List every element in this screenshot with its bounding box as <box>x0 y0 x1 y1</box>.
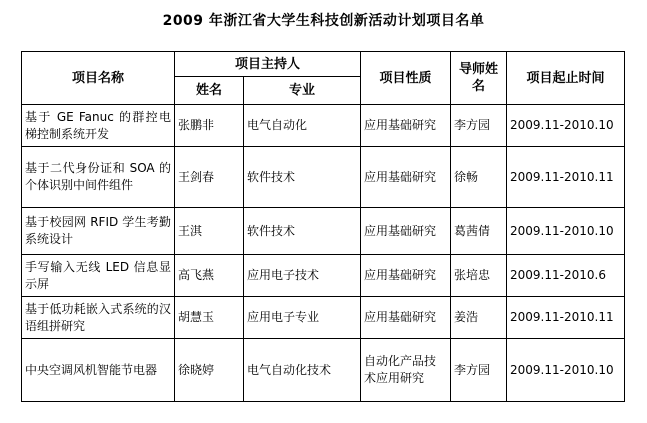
leader-name-cell: 王剑春 <box>175 147 244 208</box>
leader-name-cell: 王淇 <box>175 208 244 255</box>
project-name-cell: 基于二代身份证和 SOA 的个体识别中间件组件 <box>22 147 175 208</box>
period-cell: 2009.11-2010.10 <box>507 105 625 147</box>
header-leader-major: 专业 <box>244 77 361 105</box>
period-cell: 2009.11-2010.11 <box>507 297 625 339</box>
document-title: 2009 年浙江省大学生科技创新活动计划项目名单 <box>162 13 485 29</box>
project-name-cell: 手写输入无线 LED 信息显示屏 <box>22 255 175 297</box>
leader-name-cell: 张鹏非 <box>175 105 244 147</box>
project-name-cell: 中央空调风机智能节电器 <box>22 339 175 402</box>
mentor-name-cell: 李方园 <box>451 339 507 402</box>
table-row <box>22 297 625 339</box>
header-leader-name: 姓名 <box>175 77 244 105</box>
header-period: 项目起止时间 <box>507 52 625 105</box>
header-project-name: 项目名称 <box>22 52 175 105</box>
mentor-name-cell: 李方园 <box>451 105 507 147</box>
table-row <box>22 339 625 402</box>
period-cell: 2009.11-2010.6 <box>507 255 625 297</box>
leader-major-cell: 软件技术 <box>244 208 361 255</box>
leader-name-cell: 胡慧玉 <box>175 297 244 339</box>
leader-major-cell: 应用电子技术 <box>244 255 361 297</box>
period-cell: 2009.11-2010.11 <box>507 147 625 208</box>
project-type-cell: 应用基础研究 <box>361 147 451 208</box>
project-name-cell: 基于低功耗嵌入式系统的汉语组拼研究 <box>22 297 175 339</box>
mentor-name-cell: 葛茜倩 <box>451 208 507 255</box>
mentor-name-cell: 姜浩 <box>451 297 507 339</box>
leader-major-cell: 软件技术 <box>244 147 361 208</box>
leader-major-cell: 电气自动化技术 <box>244 339 361 402</box>
table-row <box>22 105 625 147</box>
project-type-cell: 应用基础研究 <box>361 297 451 339</box>
leader-major-cell: 应用电子专业 <box>244 297 361 339</box>
project-type-cell: 应用基础研究 <box>361 208 451 255</box>
leader-name-cell: 高飞燕 <box>175 255 244 297</box>
header-project-type: 项目性质 <box>361 52 451 105</box>
project-name-cell: 基于 GE Fanuc 的群控电梯控制系统开发 <box>22 105 175 147</box>
mentor-name-cell: 徐畅 <box>451 147 507 208</box>
table-row <box>22 208 625 255</box>
header-leader-group: 项目主持人 <box>175 52 361 77</box>
project-type-cell: 自动化产品技术应用研究 <box>361 339 451 402</box>
leader-name-cell: 徐晓婷 <box>175 339 244 402</box>
mentor-name-cell: 张培忠 <box>451 255 507 297</box>
project-type-cell: 应用基础研究 <box>361 105 451 147</box>
table-row <box>22 255 625 297</box>
project-table <box>21 51 625 402</box>
period-cell: 2009.11-2010.10 <box>507 208 625 255</box>
header-mentor-name: 导师姓名 <box>451 52 507 105</box>
table-row <box>22 147 625 208</box>
period-cell: 2009.11-2010.10 <box>507 339 625 402</box>
project-type-cell: 应用基础研究 <box>361 255 451 297</box>
project-name-cell: 基于校园网 RFID 学生考勤系统设计 <box>22 208 175 255</box>
leader-major-cell: 电气自动化 <box>244 105 361 147</box>
